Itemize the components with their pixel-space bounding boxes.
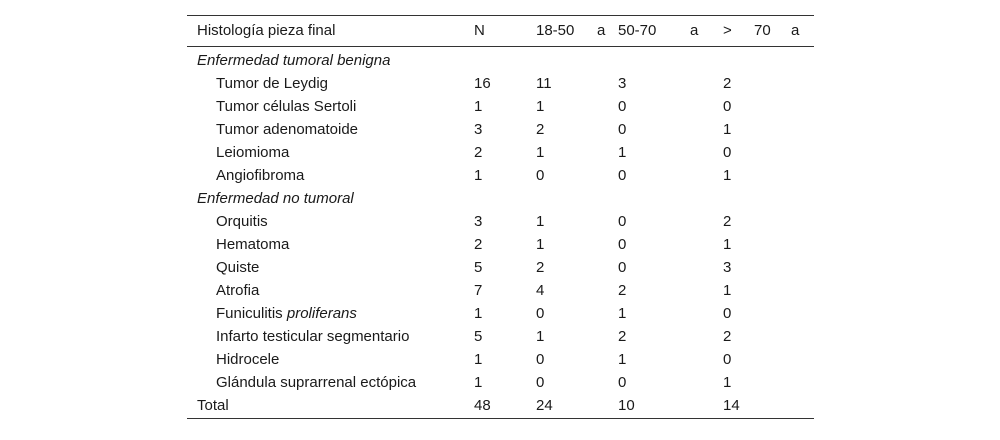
table-row — [187, 72, 814, 95]
row-age2: 0 — [618, 167, 627, 184]
row-age1: 0 — [536, 374, 545, 391]
row-label: Angiofibroma — [216, 167, 305, 184]
row-label-plain: Funiculitis — [216, 305, 287, 322]
row-label — [216, 302, 357, 325]
row-label: Tumor adenomatoide — [216, 121, 359, 138]
table-row — [187, 256, 814, 279]
row-age3: 1 — [723, 121, 732, 138]
total-age2: 10 — [618, 397, 635, 414]
row-n: 1 — [474, 305, 483, 322]
row-label-italic: proliferans — [286, 305, 357, 322]
row-label: Tumor de Leydig — [216, 75, 329, 92]
total-row — [187, 394, 814, 418]
row-label: Quiste — [216, 259, 260, 276]
row-n: 5 — [474, 328, 483, 345]
row-age2: 0 — [618, 236, 627, 253]
row-label: Orquitis — [216, 213, 268, 230]
row-n: 2 — [474, 236, 483, 253]
row-age1: 0 — [536, 351, 545, 368]
row-age3: 0 — [723, 351, 732, 368]
total-age1: 24 — [536, 397, 553, 414]
row-label: Leiomioma — [216, 144, 290, 161]
row-age3: 0 — [723, 98, 732, 115]
table-header-row — [187, 16, 814, 47]
header-age-50-70: 50-70 — [618, 22, 657, 39]
total-label: Total — [197, 397, 229, 414]
row-label: Hematoma — [216, 236, 290, 253]
row-age1: 1 — [536, 144, 545, 161]
row-age2: 0 — [618, 213, 627, 230]
row-label: Hidrocele — [216, 351, 280, 368]
row-age1: 2 — [536, 259, 545, 276]
row-label: Tumor células Sertoli — [216, 98, 357, 115]
row-age3: 0 — [723, 144, 732, 161]
table-row — [187, 302, 814, 325]
row-age2: 0 — [618, 98, 627, 115]
row-age3: 2 — [723, 328, 732, 345]
row-age2: 1 — [618, 305, 627, 322]
header-age-over-70: 70 — [754, 22, 771, 39]
row-age1: 1 — [536, 328, 545, 345]
header-age-18-50-unit: a — [597, 22, 606, 39]
row-label: Infarto testicular segmentario — [216, 328, 410, 345]
section-benign — [187, 49, 814, 187]
row-age2: 0 — [618, 121, 627, 138]
table-row — [187, 279, 814, 302]
row-age1: 11 — [536, 75, 552, 92]
table-row — [187, 371, 814, 394]
histology-table — [187, 15, 814, 419]
row-age3: 1 — [723, 236, 732, 253]
row-n: 1 — [474, 98, 483, 115]
table-row — [187, 95, 814, 118]
row-n: 1 — [474, 374, 483, 391]
row-n: 16 — [474, 75, 491, 92]
row-age3: 2 — [723, 213, 732, 230]
row-age1: 0 — [536, 305, 545, 322]
row-age2: 2 — [618, 282, 627, 299]
row-age1: 1 — [536, 236, 545, 253]
row-n: 5 — [474, 259, 483, 276]
row-age2: 0 — [618, 259, 627, 276]
row-n: 1 — [474, 167, 483, 184]
row-age3: 0 — [723, 305, 732, 322]
total-n: 48 — [474, 397, 491, 414]
table-row — [187, 164, 814, 187]
row-age3: 1 — [723, 167, 732, 184]
row-age2: 1 — [618, 144, 627, 161]
table-row — [187, 233, 814, 256]
section-non-tumoral — [187, 187, 814, 394]
row-age3: 1 — [723, 282, 732, 299]
row-age1: 1 — [536, 98, 545, 115]
row-age3: 2 — [723, 75, 732, 92]
header-n: N — [474, 22, 485, 39]
row-age3: 1 — [723, 374, 732, 391]
table-row — [187, 141, 814, 164]
section-title: Enfermedad no tumoral — [197, 190, 354, 207]
header-age-18-50: 18-50 — [536, 22, 575, 39]
table-row — [187, 210, 814, 233]
row-age1: 0 — [536, 167, 545, 184]
row-age2: 3 — [618, 75, 627, 92]
header-age-over-symbol: > — [723, 22, 732, 39]
row-age1: 1 — [536, 213, 545, 230]
table-row — [187, 118, 814, 141]
row-n: 2 — [474, 144, 483, 161]
total-age3: 14 — [723, 397, 740, 414]
row-n: 3 — [474, 213, 483, 230]
row-age2: 2 — [618, 328, 627, 345]
header-age-over-70-unit: a — [791, 22, 800, 39]
row-n: 7 — [474, 282, 483, 299]
table-row — [187, 325, 814, 348]
row-label: Glándula suprarrenal ectópica — [216, 374, 417, 391]
row-age1: 2 — [536, 121, 545, 138]
table-row — [187, 348, 814, 371]
section-title: Enfermedad tumoral benigna — [197, 52, 391, 69]
row-age1: 4 — [536, 282, 545, 299]
row-age3: 3 — [723, 259, 732, 276]
header-age-50-70-unit: a — [690, 22, 699, 39]
row-n: 3 — [474, 121, 483, 138]
row-n: 1 — [474, 351, 483, 368]
row-age2: 1 — [618, 351, 627, 368]
header-histology: Histología pieza final — [197, 22, 336, 39]
row-label: Atrofia — [216, 282, 260, 299]
row-age2: 0 — [618, 374, 627, 391]
